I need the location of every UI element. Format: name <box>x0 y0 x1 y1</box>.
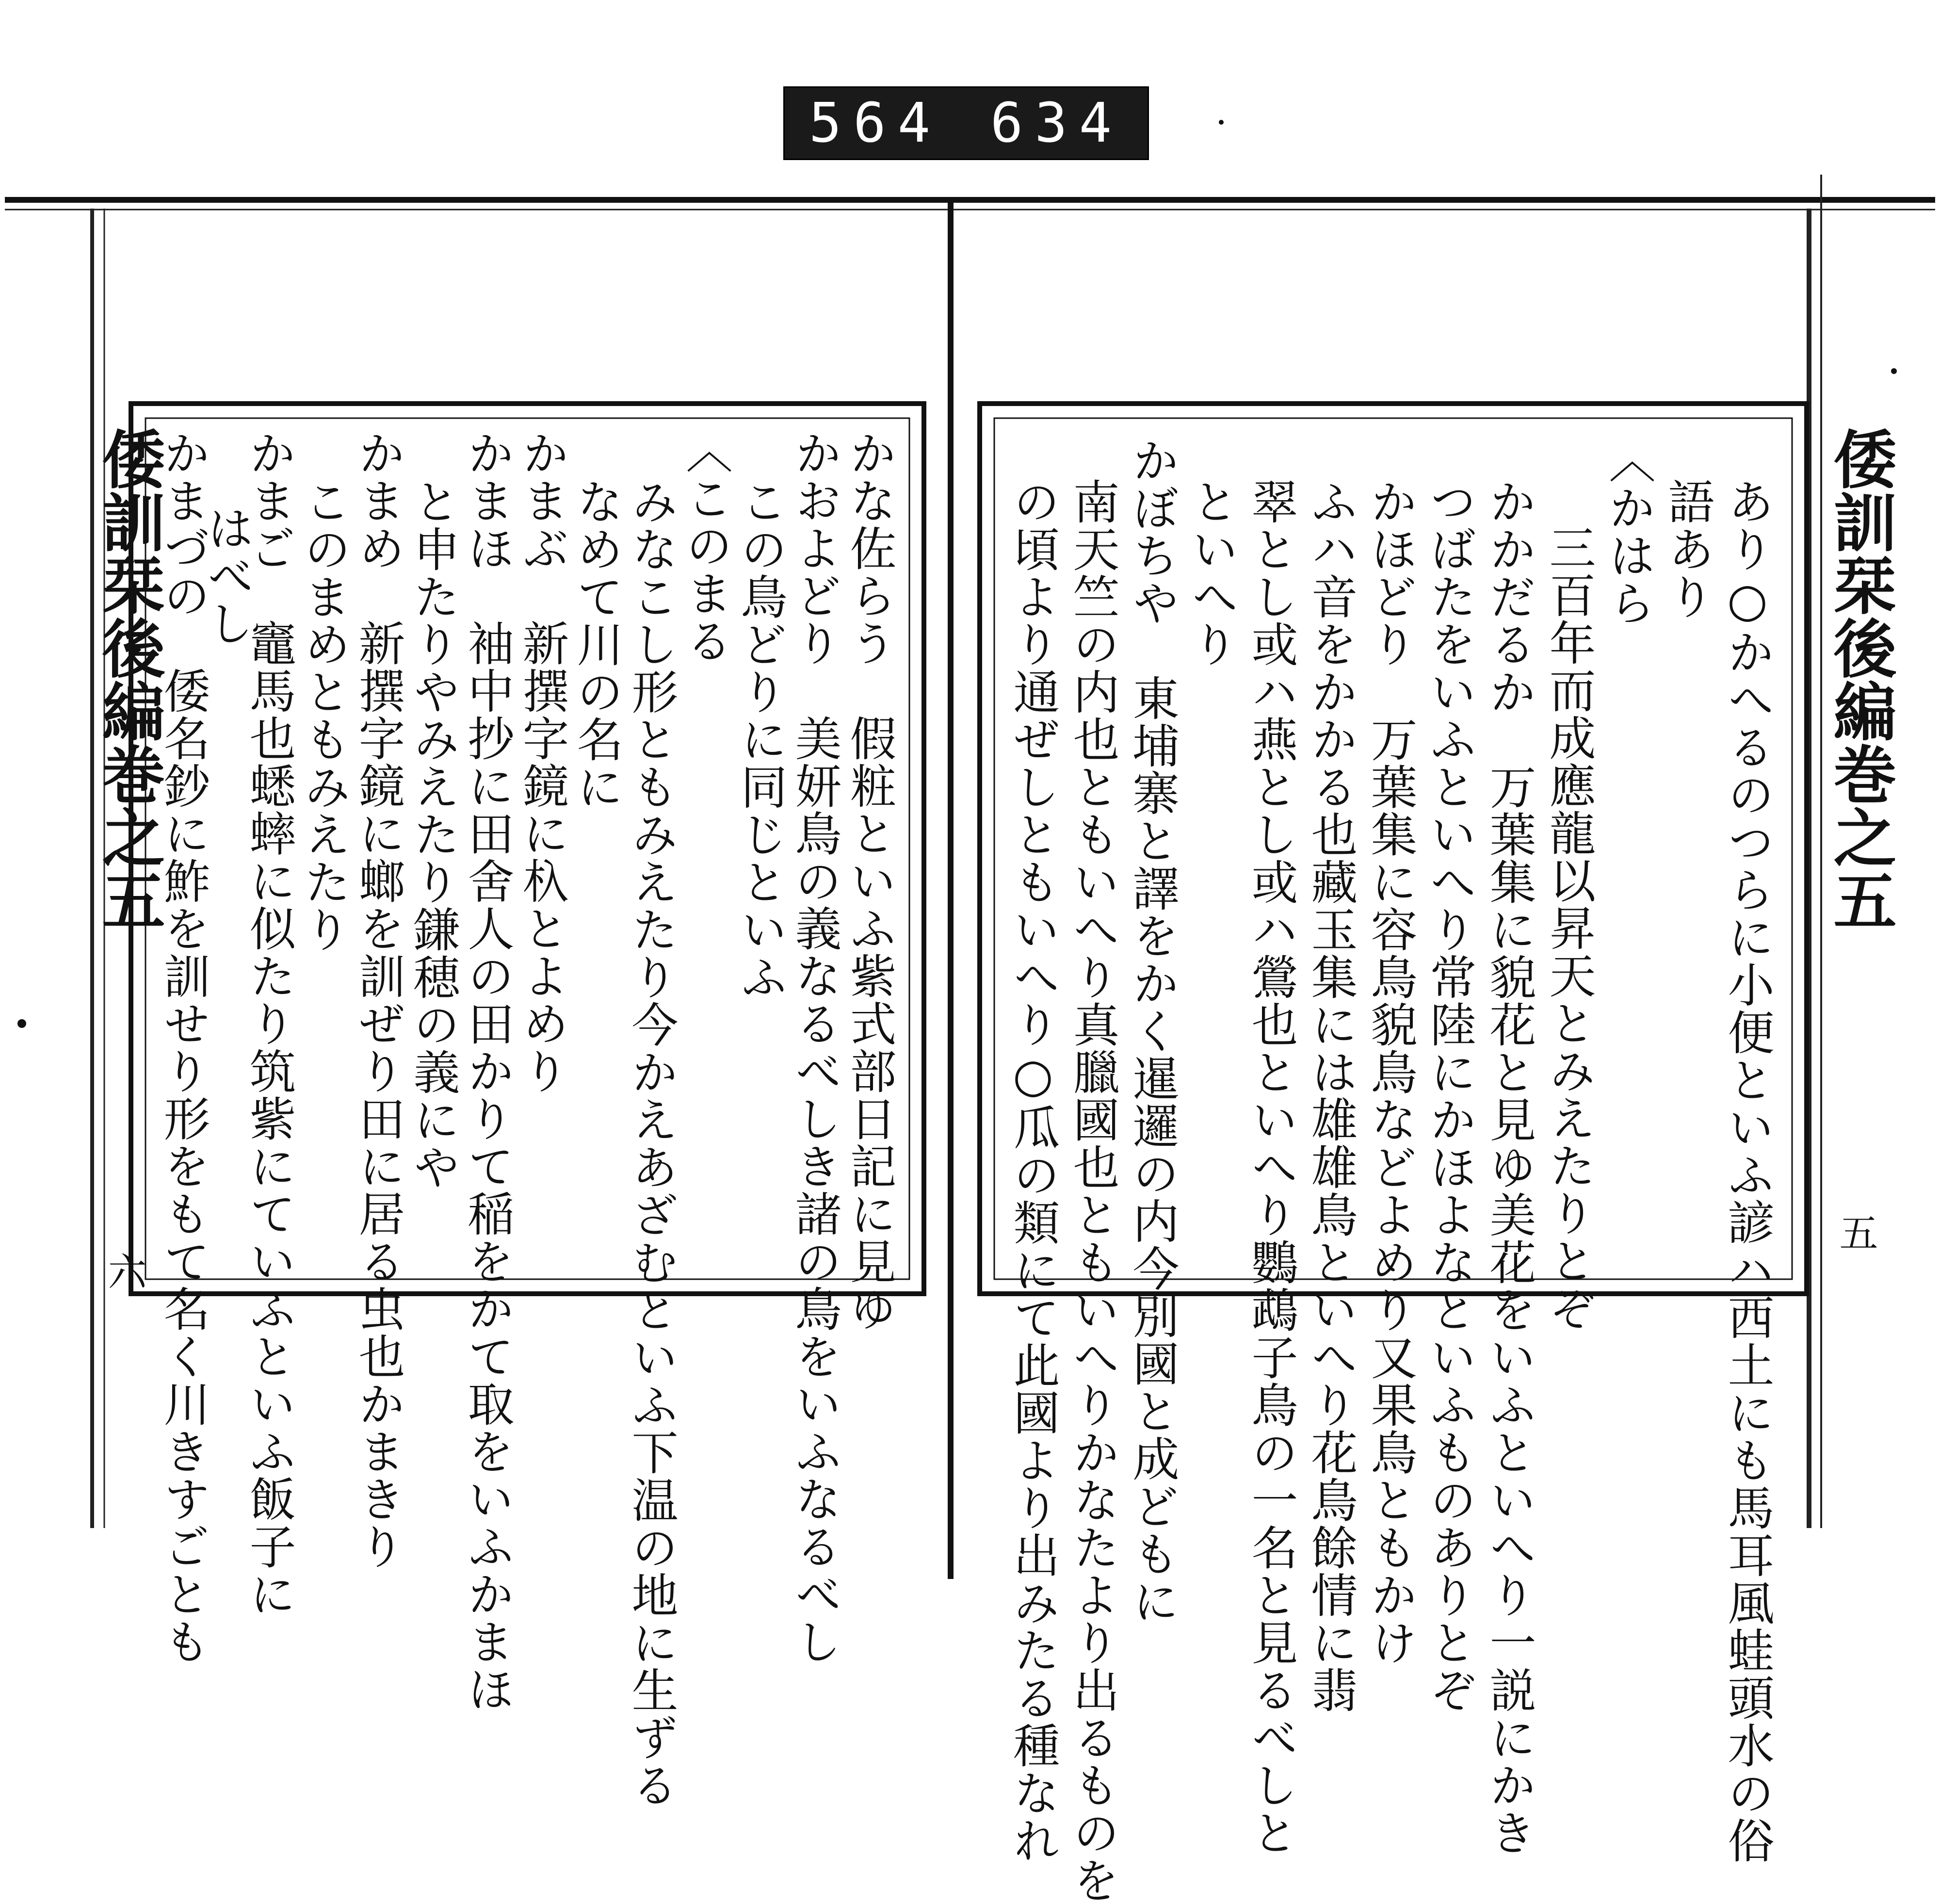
text-column: かまめ 新撰字鏡に螂を訓ぜり田に居る虫也かまきり <box>351 429 405 1570</box>
text-column: 〈このまる <box>679 427 733 665</box>
text-column: みなこし形ともみえたり今かえあざむといふ下温の地に生ずる <box>624 478 679 1809</box>
text-column: 翠とし或ハ燕とし或ハ鶯也といへり鸚鵡子鳥の一名と見るべしと <box>1244 478 1298 1856</box>
call-number-right: 634 <box>990 92 1124 155</box>
call-number-left: 564 <box>808 92 942 155</box>
right-page-folio: 五 <box>1833 1213 1878 1252</box>
left-page-folio: 六 <box>101 1252 146 1290</box>
text-column: かまほ 袖中抄に田舍人の田かりて稲をかて取をいふかまほ <box>460 429 515 1713</box>
left-page-title: 倭訓栞後編巻之五 <box>92 427 166 931</box>
text-column: かな佐らう 假粧といふ紫式部日記に見ゆ <box>842 429 897 1333</box>
text-column: と申たりやみえたり鎌穂の義にや <box>406 478 460 1191</box>
text-column: 語あり <box>1661 478 1715 620</box>
text-column: 南天竺の内也ともいへり真臘國也ともいへりかなたより出るものを <box>1066 478 1120 1904</box>
text-column: の頃より通ぜしともいへり○瓜の類にて此國より出みたる種なれ <box>1006 478 1060 1864</box>
text-column: かまご 竈馬也蟋蟀に似たり筑紫にていふといふ飯子に <box>242 429 296 1618</box>
text-column: かまづの 倭名鈔に鮓を訓せり形をもて名く川きすごとも <box>156 429 210 1665</box>
text-column: つばたをいふといへり常陸にかほよなといふものありとぞ <box>1423 478 1477 1714</box>
archive-call-number-label <box>783 86 1149 160</box>
text-column: かおよどり 美妍鳥の義なるべしき諸の鳥をいふなるべし <box>788 429 842 1665</box>
text-column: あり○かへるのつらに小便といふ諺ハ西土にも馬耳風蛙頭水の俗 <box>1720 478 1775 1864</box>
text-column: かかだるか 万葉集に貌花と見ゆ美花をいふといへり一説にかき <box>1482 478 1536 1856</box>
text-column: かぼちや 東埔寨と譯をかく暹邏の内今別國と成どもに <box>1125 437 1180 1625</box>
text-column: なめて川の名に <box>569 478 624 811</box>
text-column: といへり <box>1184 478 1239 668</box>
text-column: 三百年而成應龍以昇天とみえたりとぞ <box>1542 524 1596 1332</box>
text-column: 〈かはら <box>1601 437 1656 627</box>
text-column: このまめともみえたり <box>297 478 351 953</box>
right-page-title: 倭訓栞後編巻之五 <box>1823 427 1897 931</box>
text-column: ふハ音をかかる也藏玉集には雄雄鳥といへり花鳥餘情に翡 <box>1304 478 1358 1714</box>
text-column: かまぶ 新撰字鏡に杁とよめり <box>515 429 569 1095</box>
text-column: はべし <box>200 504 254 647</box>
text-column: この鳥どりに同じといふ <box>733 478 788 1001</box>
text-column: かほどり 万葉集に容鳥貌鳥などよめり又果鳥ともかけ <box>1363 478 1418 1666</box>
